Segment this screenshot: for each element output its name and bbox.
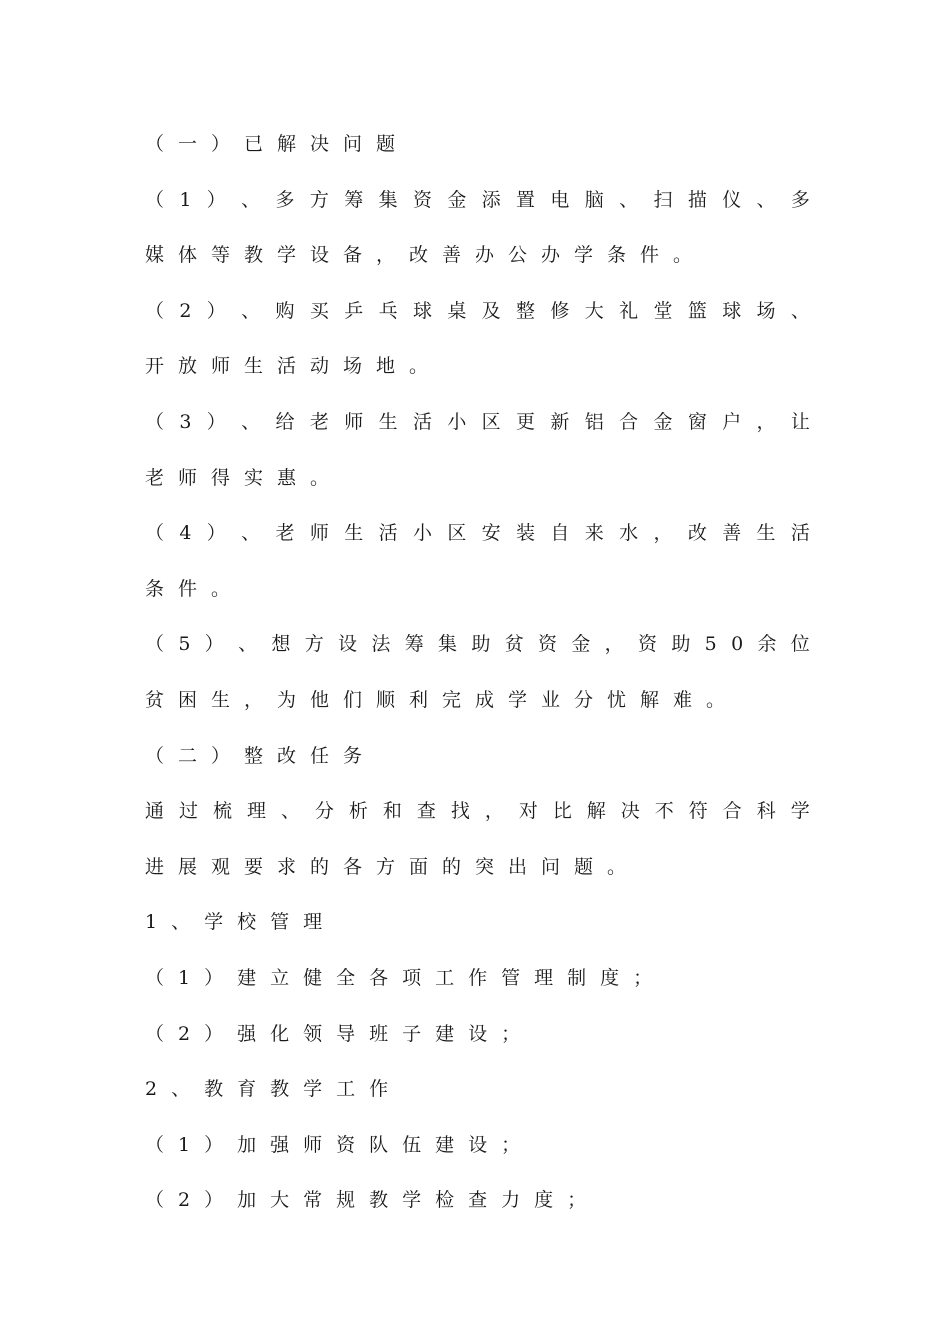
- paragraph-line: 进展观要求的各方面的突出问题。: [145, 855, 641, 878]
- paragraph-line: （ 3 ） 、 给 老 师 生 活 小 区 更 新 铝 合 金 窗 户 ， 让: [145, 410, 810, 433]
- list-item: （2）加大常规教学检查力度；: [145, 1189, 601, 1212]
- subheading-school-management: 1、学校管理: [145, 911, 337, 934]
- paragraph-line: （ 5 ） 、 想 方 设 法 筹 集 助 贫 资 金 ， 资 助 5 0 余 位: [145, 633, 810, 656]
- paragraph-line: （ 2 ） 、 购 买 乒 乓 球 桌 及 整 修 大 礼 堂 篮 球 场 、: [145, 299, 810, 322]
- paragraph-line: 开放师生活动场地。: [145, 355, 443, 378]
- list-item: （2）强化领导班子建设；: [145, 1022, 535, 1045]
- paragraph-line: （ 1 ） 、 多 方 筹 集 资 金 添 置 电 脑 、 扫 描 仪 、 多: [145, 188, 810, 211]
- heading-rectification-tasks: （二）整改任务: [145, 744, 377, 767]
- paragraph-line: 通 过 梳 理 、 分 析 和 查 找 ， 对 比 解 决 不 符 合 科 学: [145, 800, 810, 823]
- list-item: （1）建立健全各项工作管理制度；: [145, 966, 667, 989]
- heading-resolved-issues: （一）已解决问题: [145, 133, 410, 155]
- paragraph-line: 贫困生，为他们顺利完成学业分忧解难。: [145, 688, 740, 711]
- list-item: （1）加强师资队伍建设；: [145, 1133, 535, 1156]
- paragraph-line: （ 4 ） 、 老 师 生 活 小 区 安 装 自 来 水 ， 改 善 生 活: [145, 522, 810, 545]
- paragraph-line: 媒体等教学设备，改善办公办学条件。: [145, 244, 707, 267]
- paragraph-line: 老师得实惠。: [145, 466, 344, 489]
- document-body: [145, 117, 810, 1229]
- paragraph-line: 条件。: [145, 577, 245, 600]
- subheading-teaching-work: 2、教育教学工作: [145, 1078, 403, 1101]
